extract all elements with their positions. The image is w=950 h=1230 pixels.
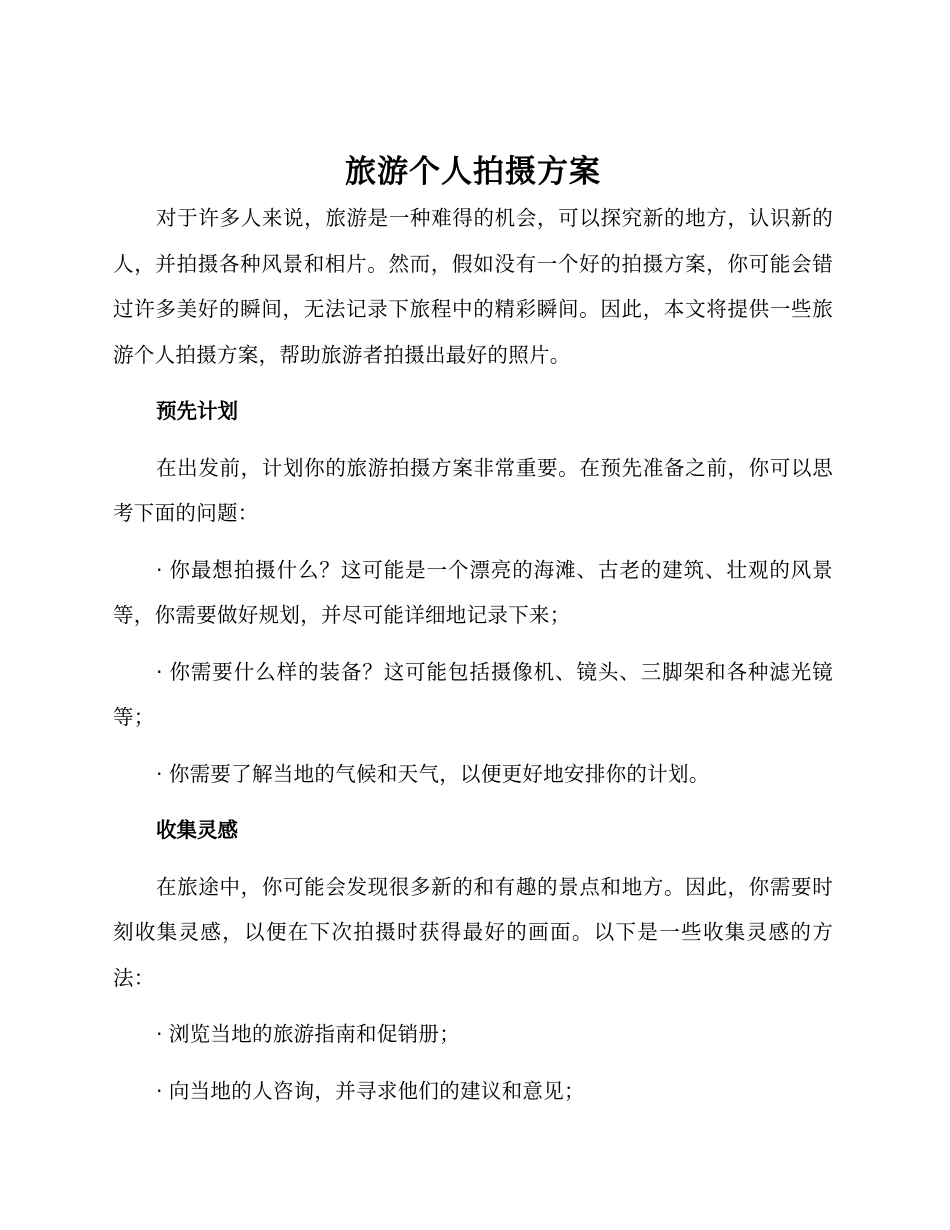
list-item-text: 你最想拍摄什么？这可能是一个漂亮的海滩、古老的建筑、壮观的风景等，你需要做好规划，并尽可能详细地记录下来；: [113, 557, 833, 627]
bullet-dot-icon: ·: [156, 1078, 163, 1103]
list-item: [113, 548, 833, 639]
list-item: [113, 1012, 833, 1058]
list-item: [113, 1069, 833, 1115]
list-item-text: 浏览当地的旅游指南和促销册；: [168, 1022, 461, 1046]
intro-paragraph: 对于许多人来说，旅游是一种难得的机会，可以探究新的地方，认识新的人，并拍摄各种风景和相片。然而，假如没有一个好的拍摄方案，你可能会错过许多美好的瞬间，无法记录下旅程中的精彩瞬间。因此，本文将提供一些旅游个人拍摄方案，帮助旅游者拍摄出最好的照片。: [113, 206, 833, 367]
document-page: [113, 150, 833, 1125]
section-heading-inspiration: 收集灵感: [156, 818, 238, 842]
list-item: [113, 650, 833, 741]
list-item-text: 你需要什么样的装备？这可能包括摄像机、镜头、三脚架和各种滤光镜等；: [113, 659, 833, 729]
list-item: [113, 752, 833, 798]
document-title: 旅游个人拍摄方案: [345, 154, 601, 190]
bullet-dot-icon: ·: [156, 659, 163, 684]
section-body-inspiration: 在旅途中，你可能会发现很多新的和有趣的景点和地方。因此，你需要时刻收集灵感，以便在下次拍摄时获得最好的画面。以下是一些收集灵感的方法：: [113, 874, 833, 990]
section-heading-planning: 预先计划: [156, 399, 238, 423]
bullet-dot-icon: ·: [156, 557, 163, 582]
bullet-dot-icon: ·: [156, 761, 163, 786]
bullet-dot-icon: ·: [156, 1022, 163, 1046]
section-body-planning: 在出发前，计划你的旅游拍摄方案非常重要。在预先准备之前，你可以思考下面的问题：: [113, 455, 833, 525]
list-item-text: 你需要了解当地的气候和天气，以便更好地安排你的计划。: [168, 761, 710, 786]
list-item-text: 向当地的人咨询，并寻求他们的建议和意见；: [168, 1078, 585, 1103]
